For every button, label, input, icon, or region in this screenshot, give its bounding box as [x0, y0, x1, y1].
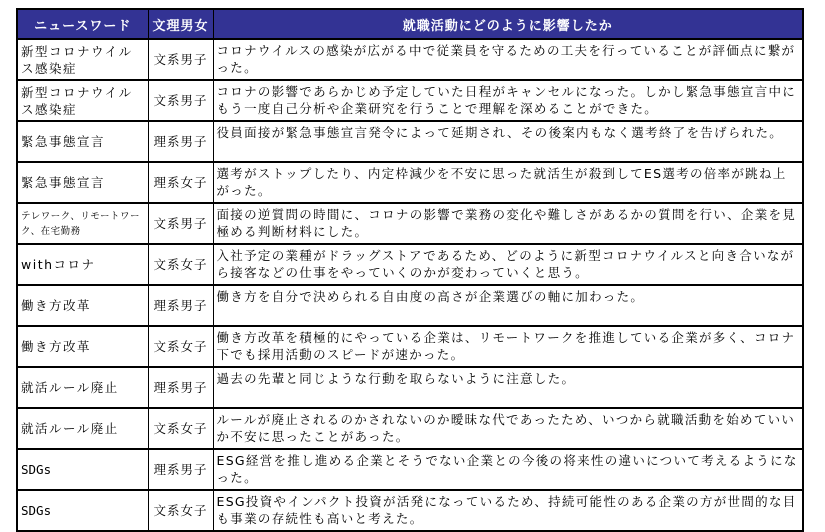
header-effect: 就職活動にどのように影響したか	[213, 9, 803, 39]
cell-keyword: 働き方改革	[17, 326, 148, 367]
cell-effect: 働き方を自分で決められる自由度の高さが企業選びの軸に加わった。	[213, 285, 803, 326]
cell-effect: ESG経営を推し進める企業とそうでない企業との今後の将来性の違いについて考えるようになった。	[213, 449, 803, 490]
cell-keyword: 働き方改革	[17, 285, 148, 326]
cell-effect: コロナの影響であらかじめ予定していた日程がキャンセルになった。しかし緊急事態宣言中にもう一度自己分析や企業研究を行うことで理解を深めることができた。	[213, 80, 803, 121]
cell-effect: 働き方改革を積極的にやっている企業は、リモートワークを推進している企業が多く、コロナ下でも採用活動のスピードが速かった。	[213, 326, 803, 367]
cell-keyword: withコロナ	[17, 244, 148, 285]
cell-keyword: 就活ルール廃止	[17, 408, 148, 449]
table-row	[17, 244, 803, 285]
table-row	[17, 408, 803, 449]
cell-category: 理系男子	[148, 449, 213, 490]
cell-effect: 役員面接が緊急事態宣言発令によって延期され、その後案内もなく選考終了を告げられた。	[213, 121, 803, 162]
cell-effect: 過去の先輩と同じような行動を取らないように注意した。	[213, 367, 803, 408]
cell-category: 理系女子	[148, 162, 213, 203]
cell-keyword: SDGs	[17, 490, 148, 531]
cell-keyword: 就活ルール廃止	[17, 367, 148, 408]
news-impact-table	[16, 8, 804, 532]
cell-category: 文系女子	[148, 490, 213, 531]
cell-effect: 面接の逆質問の時間に、コロナの影響で業務の変化や難しさがあるかの質問を行い、企業を見極める判断材料にした。	[213, 203, 803, 244]
cell-category: 文系男子	[148, 80, 213, 121]
cell-keyword: 新型コロナウイルス感染症	[17, 39, 148, 80]
cell-effect: ESG投資やインパクト投資が活発になっているため、持続可能性のある企業の方が世間的な目も事業の存続性も高いと考えた。	[213, 490, 803, 531]
table-row	[17, 490, 803, 531]
cell-keyword: 緊急事態宣言	[17, 162, 148, 203]
table-row	[17, 80, 803, 121]
cell-category: 理系男子	[148, 121, 213, 162]
cell-category: 文系女子	[148, 244, 213, 285]
cell-effect: 入社予定の業種がドラッグストアであるため、どのように新型コロナウイルスと向き合いながら接客などの仕事をやっていくのかが変わっていくと思う。	[213, 244, 803, 285]
cell-keyword: テレワーク、リモートワーク、在宅勤務	[17, 203, 148, 244]
header-category: 文理男女	[148, 9, 213, 39]
table-row	[17, 121, 803, 162]
cell-effect: 選考がストップしたり、内定枠減少を不安に思った就活生が殺到してES選考の倍率が跳ね上がった。	[213, 162, 803, 203]
cell-effect: コロナウイルスの感染が広がる中で従業員を守るための工夫を行っていることが評価点に繋がった。	[213, 39, 803, 80]
cell-category: 文系男子	[148, 39, 213, 80]
table-header-row	[17, 9, 803, 39]
table-row	[17, 285, 803, 326]
table-row	[17, 203, 803, 244]
header-keyword: ニュースワード	[17, 9, 148, 39]
cell-category: 文系女子	[148, 408, 213, 449]
cell-category: 理系男子	[148, 367, 213, 408]
table-row	[17, 162, 803, 203]
cell-keyword: 緊急事態宣言	[17, 121, 148, 162]
cell-category: 文系男子	[148, 203, 213, 244]
table-row	[17, 326, 803, 367]
cell-category: 文系女子	[148, 326, 213, 367]
table-row	[17, 39, 803, 80]
cell-effect: ルールが廃止されるのかされないのか曖昧な代であったため、いつから就職活動を始めていいか不安に思ったことがあった。	[213, 408, 803, 449]
cell-keyword: SDGs	[17, 449, 148, 490]
cell-keyword: 新型コロナウイルス感染症	[17, 80, 148, 121]
table-row	[17, 367, 803, 408]
table-row	[17, 449, 803, 490]
cell-category: 理系男子	[148, 285, 213, 326]
